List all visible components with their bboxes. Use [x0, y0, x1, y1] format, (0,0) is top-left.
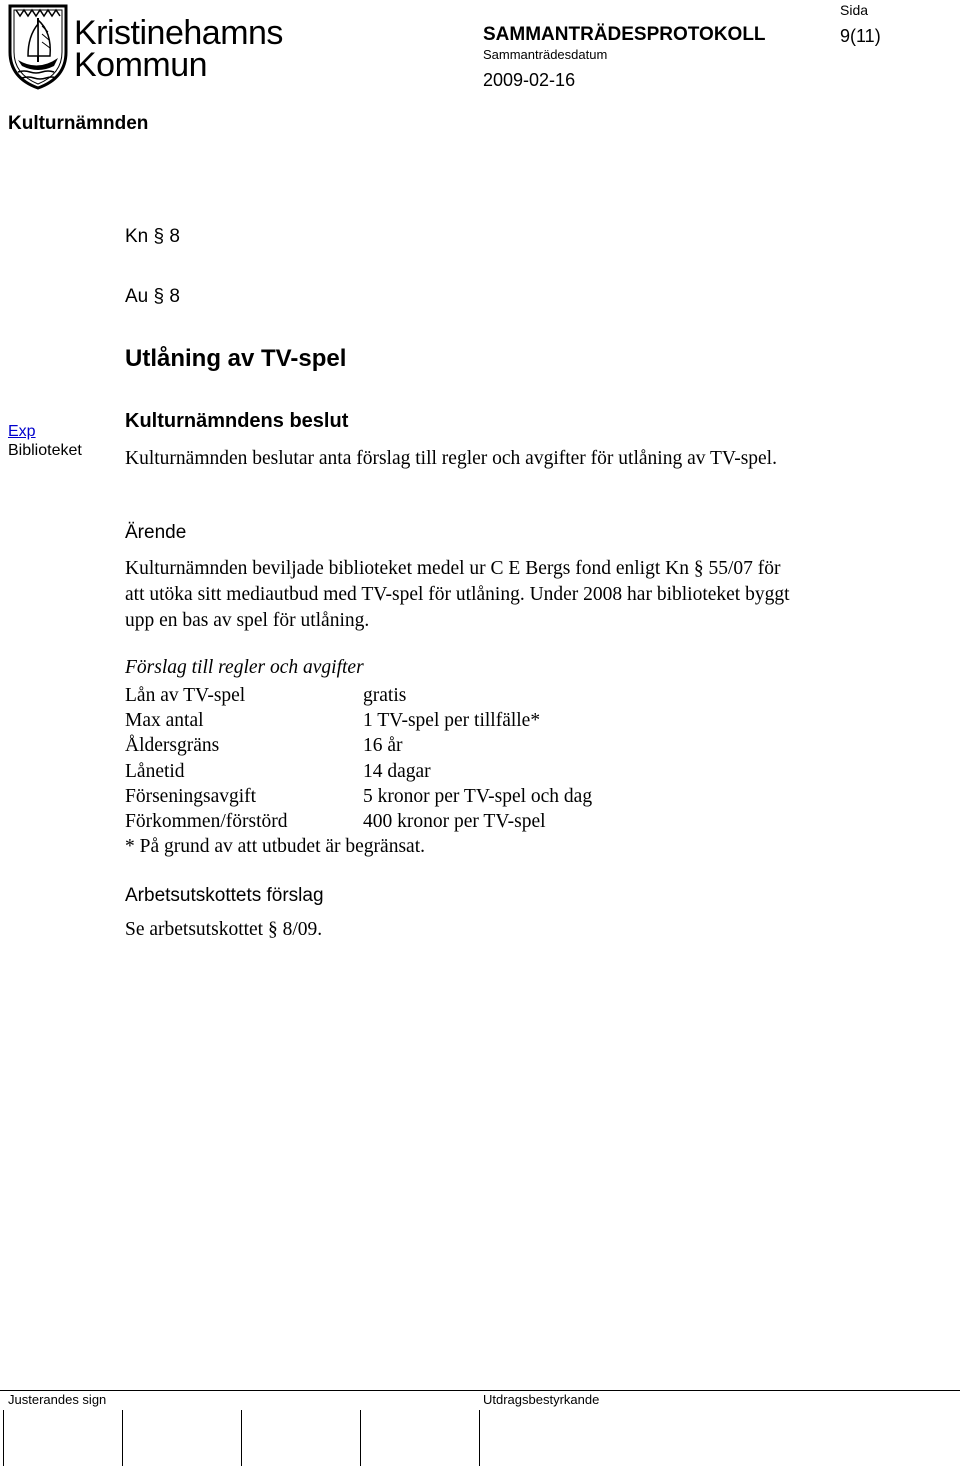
- kn-paragraph-ref: [125, 226, 180, 248]
- ship-crest-icon: [6, 2, 70, 90]
- fee-key: Förseningsavgift: [125, 785, 257, 807]
- working-committee-text-part-1: Se arbetsutskottet: [125, 919, 264, 940]
- au-label: Au: [125, 286, 149, 307]
- matter-text-part-1: Kulturnämnden beviljade biblioteket medel ur C E Bergs fond enligt Kn: [125, 558, 689, 579]
- matter-text: [125, 556, 795, 634]
- working-committee-text: [125, 919, 322, 941]
- fee-key: Lån av TV-spel: [125, 685, 246, 706]
- municipality-logo: [4, 0, 283, 92]
- fee-value: 5 kronor per TV-spel och dag: [363, 785, 593, 807]
- signature-box-divider: [3, 1410, 4, 1466]
- au-number: 8: [169, 286, 180, 307]
- section-sign-icon: §: [153, 286, 165, 307]
- matter-title: Utlåning av TV-spel: [125, 345, 347, 372]
- section-sign-icon: §: [153, 226, 165, 247]
- fee-key: Max antal: [125, 710, 204, 732]
- fee-row: [125, 733, 592, 758]
- section-sign-icon: §: [693, 558, 704, 579]
- fee-value: 400 kronor per TV-spel: [363, 811, 546, 833]
- signature-box-divider: [360, 1410, 361, 1466]
- fee-key: Förkommen/förstörd: [125, 811, 288, 833]
- meeting-date-label: Sammanträdesdatum: [483, 47, 608, 62]
- logo-line-1: Kristinehamns: [74, 14, 283, 52]
- fee-key: Åldersgräns: [125, 735, 220, 757]
- fee-footnote: * På grund av att utbudet är begränsat.: [125, 836, 425, 858]
- fee-value: 1 TV-spel per tillfälle*: [363, 710, 541, 732]
- signature-box-divider: [241, 1410, 242, 1466]
- signature-box-divider: [122, 1410, 123, 1466]
- fee-value: gratis: [363, 685, 407, 706]
- matter-text-part-2: 55/07 för att utöka sitt mediautbud med TV-spel för utlåning. Under 2008 har biblioteket byggt upp en bas av spel för utlåning.: [125, 558, 790, 631]
- fee-row: [125, 784, 592, 809]
- au-paragraph-ref: [125, 286, 180, 308]
- kn-label: Kn: [125, 226, 149, 247]
- fee-key: Lånetid: [125, 760, 185, 782]
- committee-name: Kulturnämnden: [8, 113, 149, 134]
- working-committee-heading: Arbetsutskottets förslag: [125, 885, 324, 906]
- kn-number: 8: [169, 226, 180, 247]
- proposal-title: Förslag till regler och avgifter: [125, 657, 364, 678]
- page-number: 9(11): [840, 26, 881, 46]
- exp-link[interactable]: Exp: [8, 423, 36, 440]
- fee-value: 16 år: [363, 735, 403, 757]
- fee-row: [125, 809, 592, 834]
- logo-line-2: Kommun: [74, 46, 208, 84]
- signature-label: Justerandes sign: [8, 1392, 107, 1407]
- meeting-date: 2009-02-16: [483, 70, 576, 90]
- page-label: Sida: [840, 2, 869, 18]
- fee-row: [125, 683, 592, 708]
- matter-heading: Ärende: [125, 522, 187, 543]
- document-title: SAMMANTRÄDESPROTOKOLL: [483, 24, 766, 45]
- fee-row: [125, 759, 592, 784]
- section-sign-icon: §: [267, 919, 278, 940]
- fee-value: 14 dagar: [363, 760, 431, 782]
- fee-row: [125, 708, 592, 733]
- recipient-label: Biblioteket: [8, 442, 82, 459]
- decision-text: Kulturnämnden beslutar anta förslag till regler och avgifter för utlåning av TV-spel.: [125, 448, 777, 469]
- working-committee-text-part-2: 8/09.: [282, 919, 323, 940]
- extract-certification-label: Utdragsbestyrkande: [483, 1392, 600, 1407]
- signature-box-divider: [479, 1410, 480, 1466]
- footer-divider: [0, 1390, 960, 1391]
- fees-table: [125, 683, 592, 859]
- decision-heading: Kulturnämndens beslut: [125, 410, 349, 432]
